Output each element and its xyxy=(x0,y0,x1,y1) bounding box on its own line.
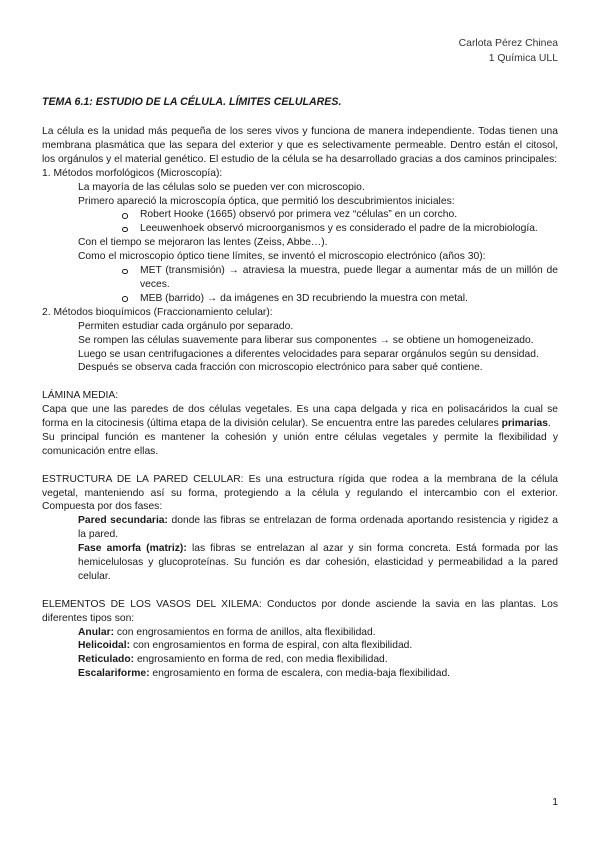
xilema-list xyxy=(42,626,558,682)
list-item: Después se observa cada fracción con microscopio electrónico para saber qué contiene. xyxy=(78,362,483,374)
sub-list-item: MET (transmisión) → atraviesa la muestra, puede llegar a aumentar más de un millón de veces. xyxy=(114,264,558,292)
intro-paragraph: La célula es la unidad más pequeña de los seres vivos y funciona de manera independiente. Todas tienen una membrana plasmática que las separa del exterior y que es selectivamente permeable. Dentro están el citosol, los orgánulos y el material genético. El estudio de la célula se ha desarrollado gracias a dos caminos principales: xyxy=(42,126,558,165)
list-item: La mayoría de las células solo se pueden ver con microscopio. xyxy=(78,181,365,193)
sub-list-item: MEB (barrido) → da imágenes en 3D recubriendo la muestra con metal. xyxy=(114,292,558,306)
methods-1-list xyxy=(42,181,558,306)
list-item: Primero apareció la microscopía óptica, que permitió los descubrimientos iniciales: Robert Hooke (1665) observó por primera vez “células” en un corcho. Leeuwenhoek observó microorganismos y es considerado el padre de la microbiología. xyxy=(78,195,558,237)
list-item: Permiten estudiar cada orgánulo por separado. xyxy=(78,320,294,332)
list-item: Escalariforme: engrosamiento en forma de escalera, con media-baja flexibilidad. xyxy=(78,668,451,680)
pared-list xyxy=(42,514,558,584)
spacer xyxy=(42,375,558,389)
methods-1-heading: 1. Métodos morfológicos (Microscopía): xyxy=(42,167,223,179)
page-number: 1 xyxy=(552,797,558,808)
methods-2-heading: 2. Métodos bioquímicos (Fraccionamiento celular): xyxy=(42,306,273,318)
methods-2-list xyxy=(42,320,558,376)
xilema-paragraph: ELEMENTOS DE LOS VASOS DEL XILEMA: Conductos por donde asciende la savia en las plantas. Los diferentes tipos son: xyxy=(42,598,558,624)
sub-list-item: Robert Hooke (1665) observó por primera vez “células” en un corcho. xyxy=(114,208,558,222)
list-item: Anular: con engrosamientos en forma de anillos, alta flexibilidad. xyxy=(78,626,376,638)
list-item: Se rompen las células suavemente para liberar sus componentes → se obtiene un homogeneizado. xyxy=(78,334,534,346)
list-item: Con el tiempo se mejoraron las lentes (Zeiss, Abbe…). xyxy=(78,237,328,249)
list-item: Fase amorfa (matriz): las fibras se entrelazan al azar y sin forma concreta. Está formada por las hemicelulosas y glucoproteínas. Su función es dar cohesión, elasticidad y permeabilidad a la pared celular. xyxy=(78,543,559,582)
document-body xyxy=(42,125,558,681)
sub-list-item: Leeuwenhoek observó microorganismos y es considerado el padre de la microbiología. xyxy=(114,222,558,236)
sub-list xyxy=(78,264,558,306)
page-header xyxy=(459,36,558,66)
lamina-heading: LÁMINA MEDIA: xyxy=(42,390,119,402)
circle-bullet-icon xyxy=(122,296,128,302)
course-name: 1 Química ULL xyxy=(488,53,558,64)
lamina-function-paragraph: Su principal función es mantener la cohesión y unión entre células vegetales y permite la flexibilidad y comunicación entre ellas. xyxy=(42,431,558,457)
author-name: Carlota Pérez Chinea xyxy=(458,38,558,49)
list-item: Luego se usan centrifugaciones a diferentes velocidades para separar orgánulos según su densidad. xyxy=(78,348,539,360)
circle-bullet-icon xyxy=(122,213,128,219)
list-item: Pared secundaria: donde las fibras se entrelazan de forma ordenada aportando resistencia y rigidez a la pared. xyxy=(78,515,559,541)
list-item: Reticulado: engrosamiento en forma de red, con media flexibilidad. xyxy=(78,654,388,666)
circle-bullet-icon xyxy=(122,269,128,275)
lamina-paragraph: Capa que une las paredes de dos células vegetales. Es una capa delgada y rica en polisacáridos la cual se forma en la citocinesis (última etapa de la división celular). Se encuentra entre las paredes celulares primarias. xyxy=(42,404,558,430)
sub-list xyxy=(78,208,558,236)
document-title: TEMA 6.1: ESTUDIO DE LA CÉLULA. LÍMITES CELULARES. xyxy=(42,96,342,108)
pared-paragraph: ESTRUCTURA DE LA PARED CELULAR: Es una estructura rígida que rodea a la membrana de la célula vegetal, manteniendo así su forma, protegiendo a la célula y regulando el intercambio con el exterior. Compuesta por dos fases: xyxy=(42,473,558,513)
circle-bullet-icon xyxy=(122,227,128,233)
list-item: Como el microscopio óptico tiene límites, se inventó el microscopio electrónico (años 30): MET (transmisión) → atraviesa la muestra, puede llegar a aumentar más de un millón de veces. MEB (barrido) → da imágenes en 3D recubriendo la muestra con metal. xyxy=(78,251,558,304)
spacer xyxy=(42,459,558,473)
spacer xyxy=(42,584,558,598)
list-item: Helicoidal: con engrosamientos en forma de espiral, con alta flexibilidad. xyxy=(78,640,413,652)
